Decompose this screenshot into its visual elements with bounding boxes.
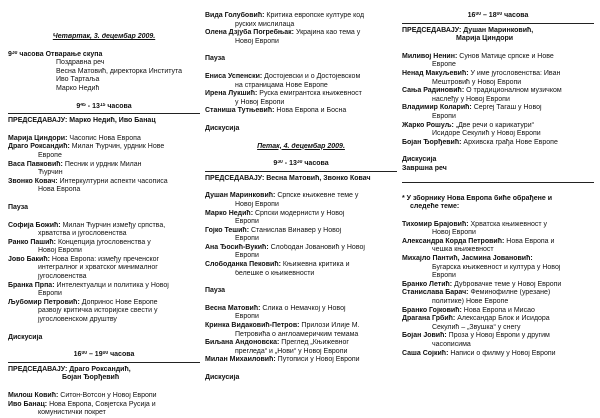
talk-line (8, 186, 200, 195)
talk-line (402, 61, 594, 70)
session2-time: $16^{00} - 19^{00}$ часова (73, 351, 135, 359)
talk-title: Нова Европа: између преченског (51, 255, 160, 263)
session1-time: $9^{45} - 13^{15}$ часова (76, 102, 132, 110)
talk-title: Петровића о англоамеричким темама (235, 330, 359, 338)
talk-line (205, 322, 397, 331)
talk-title: Ситон-Вотсон у Новој Европи (60, 392, 157, 399)
talk-title: У име југословенства: Иван (470, 69, 561, 77)
talk-line (402, 281, 594, 290)
talk-line (8, 264, 200, 273)
talk-line (205, 210, 397, 219)
talk-line (402, 87, 594, 96)
opening-line: Весна Матовић, директорка Института (56, 67, 183, 75)
speaker-name: Милан Михаиловић: (205, 356, 276, 364)
talk-title: Европе (432, 61, 456, 69)
talk-line (8, 316, 200, 325)
talk-line (205, 261, 397, 270)
talk-line (402, 307, 594, 316)
talk-title: Бугарска књижевност и култура у Новој (432, 263, 561, 271)
talk-title: Станислав Винавер у Новој (251, 226, 342, 234)
talk-line (402, 298, 594, 307)
talk-title: Слободан Јовановић у Новој (270, 243, 365, 251)
talk-line (8, 169, 200, 178)
session-chairs-cont: Марија Циндори (456, 35, 514, 43)
session1-talks (8, 135, 200, 195)
session2-chairs-cont: Бојан Ђорђевић (62, 374, 120, 382)
talk-title: Часопис Нова Европа (69, 134, 141, 142)
speaker-name: Олена Дзјуба Погребњак: (205, 29, 295, 37)
discussion-label: Дискусија (205, 374, 240, 381)
collection-heading: * У зборнику Нова Европа биће обрађене и (402, 194, 553, 202)
talk-title: Европи (235, 252, 259, 260)
talk-title: Достојевски и о Достојевском (264, 72, 361, 80)
column-day2-afternoon (402, 0, 594, 358)
opening-line: Иво Тартаља (56, 76, 100, 84)
session-talks (402, 53, 594, 148)
talk-line (402, 229, 594, 238)
talk-title: Дубровачке теме у Новој Европи (454, 280, 562, 288)
talk-line (205, 192, 397, 201)
talk-title: југословенском друштву (38, 316, 117, 324)
talk-line (8, 230, 200, 239)
column-day1-morning (8, 0, 200, 418)
talk-line (205, 313, 397, 322)
talk-line (205, 73, 397, 82)
speaker-name: Вида Голубовић: (205, 12, 265, 19)
talk-line (402, 272, 594, 281)
talk-title: Нова Европа и Мисао (463, 306, 535, 314)
talk-title: Европи (432, 272, 456, 280)
speaker-name: Жарко Рошуљ: (402, 121, 454, 129)
talk-title: чешка књижевност (432, 246, 494, 254)
opening-time: 9 (8, 50, 12, 58)
talk-title: Александар Блок и Исидора (457, 315, 550, 323)
talk-line (402, 53, 594, 62)
talk-line (402, 350, 594, 359)
talk-title: Српске књижевне теме у (277, 192, 359, 200)
talk-line (205, 305, 397, 314)
talk-title: Европи (235, 235, 259, 243)
talk-line (8, 307, 200, 316)
talk-title: Концепција југословенства у (57, 238, 151, 246)
talk-line (205, 348, 397, 357)
talk-title: прегледа“ и „Нови“ у Новој Европи (235, 347, 348, 355)
talk-title: Сергеј Тагаш у Новој (473, 104, 542, 112)
talk-line (205, 82, 397, 91)
speaker-name: Миливој Ненин: (402, 52, 458, 60)
talk-title: Преглед „Књижевног (281, 339, 349, 347)
opening-line: Марко Недић (56, 84, 100, 92)
talk-title: Хрватска књижевност у (470, 220, 548, 228)
speaker-name: Софија Божић: (8, 221, 61, 229)
talk-line (402, 104, 594, 113)
speaker-name: Биљана Андоновска: (205, 339, 280, 347)
speaker-name: Драгана Грбић: (402, 315, 456, 323)
top-talks (205, 12, 397, 46)
talk-line (8, 282, 200, 291)
talk-title: Интеркултурни аспекти часописа (59, 177, 168, 185)
talk-line (402, 255, 594, 264)
speaker-name: Кринка Видаковић-Петров: (205, 322, 300, 330)
talk-line (402, 139, 594, 148)
talk-line (8, 409, 200, 418)
talk-title: Слика о Немачкој у Новој (262, 304, 346, 312)
talk-title: Украјина као тема у (295, 29, 361, 37)
talk-line (402, 341, 594, 350)
speaker-name: Звонко Ковач: (8, 177, 58, 185)
talk-line (8, 135, 200, 144)
talk-title: Песник и урдник Милан (64, 160, 142, 168)
pause-label: Пауза (205, 55, 226, 63)
talk-line (205, 356, 397, 365)
talk-line (8, 152, 200, 161)
talk-title: Европи (38, 290, 62, 298)
talk-title: Проза у Новој Европи у другим (448, 332, 550, 340)
talk-title: комунистички покрет (38, 409, 106, 417)
talk-line (8, 299, 200, 308)
talk-line (402, 315, 594, 324)
talk-line (402, 332, 594, 341)
speaker-name: Сања Радиновић: (402, 87, 465, 95)
talk-line (205, 90, 397, 99)
talk-line (8, 143, 200, 152)
talk-title: Европи (235, 313, 259, 321)
talk-title: Нова Европа, Совјетска Русија и (49, 400, 156, 408)
session1b-talks (8, 222, 200, 325)
talk-line (8, 273, 200, 282)
speaker-name: Бранко Гојковић: (402, 306, 462, 314)
talk-line (205, 29, 397, 38)
discussion-label: Дискусија (205, 124, 240, 132)
talk-title: Новој Европи (235, 200, 279, 208)
talk-title: Критика европске културе код (266, 12, 365, 19)
talk-title: „Две речи о карикатури“ (455, 121, 534, 129)
speaker-name: Драго Роксандић: (8, 143, 70, 151)
talk-title: наслеђу у Новој Европи (432, 95, 510, 103)
talk-title: југословенства (38, 273, 87, 281)
talk-line (402, 79, 594, 88)
pause-label: Пауза (8, 203, 29, 211)
talk-line (205, 218, 397, 227)
talk-line (205, 201, 397, 210)
talk-title: часописима (432, 341, 471, 348)
talk-title: у Новој Европи (235, 98, 285, 106)
speaker-name: Слободанка Пековић: (205, 261, 281, 269)
speaker-name: Ирена Лукшић: (205, 90, 258, 98)
opening-row: $9^{30}$ часова Отварање скупа (8, 50, 103, 58)
talk-line (205, 331, 397, 340)
session-chairs: ПРЕДСЕДАВАЈУ: Весна Матовић, Звонко Ковач (205, 174, 371, 182)
session-chairs: ПРЕДСЕДАВАЈУ: Душан Маринковић, (402, 26, 534, 34)
divider (402, 23, 594, 24)
talk-line (8, 247, 200, 256)
talk-title: на страницама Нове Европе (235, 81, 328, 89)
talk-title: интегралног и хрватског минималног (38, 264, 158, 272)
talk-line (8, 239, 200, 248)
collection-talks (402, 221, 594, 359)
talk-title: Европе (38, 151, 62, 159)
talk-title: Нова Европа (38, 186, 81, 194)
late-talks (205, 305, 397, 365)
speaker-name: Тихомир Брајовић: (402, 220, 469, 228)
speaker-name: Марко Недић: (205, 209, 254, 217)
speaker-name: Душан Маринковић: (205, 192, 276, 200)
talk-line (8, 256, 200, 265)
discussion-label: Дискусија (8, 333, 43, 341)
speaker-name: Бојан Ђорђевић: (402, 138, 462, 146)
talk-line (402, 96, 594, 105)
speaker-name: Саша Сојкић: (402, 349, 449, 357)
date-heading-friday: Петак, 4. децембар 2009. (257, 142, 345, 150)
talk-title: Ћурчин (38, 169, 63, 177)
talk-title: Путописи у Новој Европи (277, 356, 360, 364)
speaker-name: Бранка Прпа: (8, 281, 55, 289)
session-time: $16^{00} - 18^{00}$ часова (467, 12, 529, 19)
divider (205, 171, 397, 172)
talk-line (8, 161, 200, 170)
session-time: $9^{30} - 13^{30}$ часова (273, 160, 329, 168)
talk-title: Допринос Нове Европе (81, 298, 158, 306)
session-talks (205, 192, 397, 278)
collection-heading-cont: следеће теме: (410, 203, 460, 211)
discussion-label: Дискусија (402, 156, 437, 164)
talk-line (402, 70, 594, 79)
speaker-name: Марија Циндори: (8, 134, 68, 142)
date-heading-thursday: Четвртак, 3. децембар 2009. (52, 33, 156, 40)
talk-line (402, 289, 594, 298)
talk-title: Руска емигрантска књижевност (259, 90, 362, 98)
closing-label: Завршна реч (402, 164, 447, 172)
divider (402, 182, 594, 183)
session1-chairs: ПРЕДСЕДАВАЈУ: Марко Недић, Иво Банац (8, 117, 156, 125)
talk-line (402, 238, 594, 247)
talk-line (205, 227, 397, 236)
column-day1-day2 (205, 0, 397, 383)
talk-title: Интелектуалци и политика у Новој (56, 281, 169, 289)
speaker-name: Ана Ђосић-Вукић: (205, 243, 269, 251)
talk-title: Милан Ћурчин, урдник Нове (71, 143, 165, 151)
talk-line (205, 270, 397, 279)
talk-title: Српски модернисти у Новој (254, 209, 345, 217)
talk-line (205, 12, 397, 21)
speaker-name: Станиша Тутњевић: (205, 107, 275, 115)
talk-line (402, 324, 594, 333)
speaker-name: Весна Матовић: (205, 304, 261, 312)
talk-title: Архивска грађа Нове Европе (463, 138, 558, 146)
talk-title: Новој Европи (38, 247, 82, 255)
talk-title: Европи (432, 112, 456, 120)
talk-title: О традиционалном музичком (466, 87, 562, 95)
talk-title: Сунов Матице српске и Нове (459, 52, 554, 60)
pause-label: Пауза (205, 287, 226, 295)
speaker-name: Михајло Пантић, Јасмина Јовановић: (402, 255, 533, 263)
talk-title: Прилози Илије М. (301, 322, 360, 330)
speaker-name: Гојко Тешић: (205, 226, 250, 234)
talk-title: Новој Европи (432, 229, 476, 237)
speaker-name: Владимир Коларић: (402, 104, 472, 112)
talk-title: хрватства и југословенства (38, 230, 127, 238)
opening-lines (8, 59, 200, 93)
speaker-name: Љубомир Петровић: (8, 298, 80, 306)
talk-line (205, 244, 397, 253)
talk-title: политике) Нове Европе (432, 298, 509, 306)
speaker-name: Милош Ковић: (8, 392, 59, 399)
talk-line (8, 290, 200, 299)
divider (8, 362, 200, 363)
talk-title: Нова Европа и Босна (276, 107, 347, 115)
divider (8, 113, 200, 114)
talk-line (205, 38, 397, 47)
talk-line (8, 222, 200, 231)
session2-chairs: ПРЕДСЕДАВАЈУ: Драго Роксандић, (8, 365, 131, 373)
talk-line (205, 107, 397, 116)
speaker-name: Васа Павковић: (8, 160, 63, 168)
speaker-name: Александра Корда Петровић: (402, 237, 505, 245)
talk-title: белешке о књижевности (235, 269, 315, 277)
talk-title: руских мислилаца (235, 20, 295, 28)
speaker-name: Ненад Макуљевић: (402, 69, 469, 77)
talk-line (402, 122, 594, 131)
speaker-name: Станислава Барач: (402, 289, 469, 297)
talk-title: Феминофилне (урезане) (470, 289, 551, 297)
talk-title: Написи о филму у Новој Европи (450, 349, 556, 357)
speaker-name: Бранко Летић: (402, 280, 453, 288)
talk-line (402, 113, 594, 122)
talk-line (205, 99, 397, 108)
talk-title: развоју критичка историјске свести у (38, 307, 158, 315)
talk-title: Секулић – „Звушка“ у снегу (432, 323, 521, 331)
talk-line (8, 392, 200, 401)
talk-title: Европи (235, 218, 259, 226)
opening-line: Поздравна реч (56, 59, 105, 67)
speaker-name: Ранко Пашић: (8, 238, 56, 246)
talk-title: Милан Ћурчин између српства, (62, 221, 166, 229)
talk-title: Исидоре Секулић у Новој Европи (432, 130, 541, 138)
opening-label: часова Отварање скупа (19, 50, 103, 58)
talk-line (205, 235, 397, 244)
mid-talks (205, 73, 397, 116)
talk-line (402, 130, 594, 139)
talk-line (8, 178, 200, 187)
speaker-name: Ениса Успенски: (205, 72, 263, 80)
talk-line (402, 246, 594, 255)
talk-title: Новој Европи (235, 37, 279, 45)
talk-title: Књижевна критика и (282, 261, 350, 269)
speaker-name: Бојан Јовић: (402, 332, 447, 340)
talk-line (402, 264, 594, 273)
speaker-name: Јово Бакић: (8, 255, 50, 263)
talk-line (205, 339, 397, 348)
talk-title: Мештровић у Новој Европи (432, 78, 522, 86)
speaker-name: Иво Банац: (8, 400, 48, 408)
talk-line (205, 252, 397, 261)
talk-title: Нова Европа и (506, 237, 555, 245)
talk-line (205, 21, 397, 30)
talk-line (402, 221, 594, 230)
